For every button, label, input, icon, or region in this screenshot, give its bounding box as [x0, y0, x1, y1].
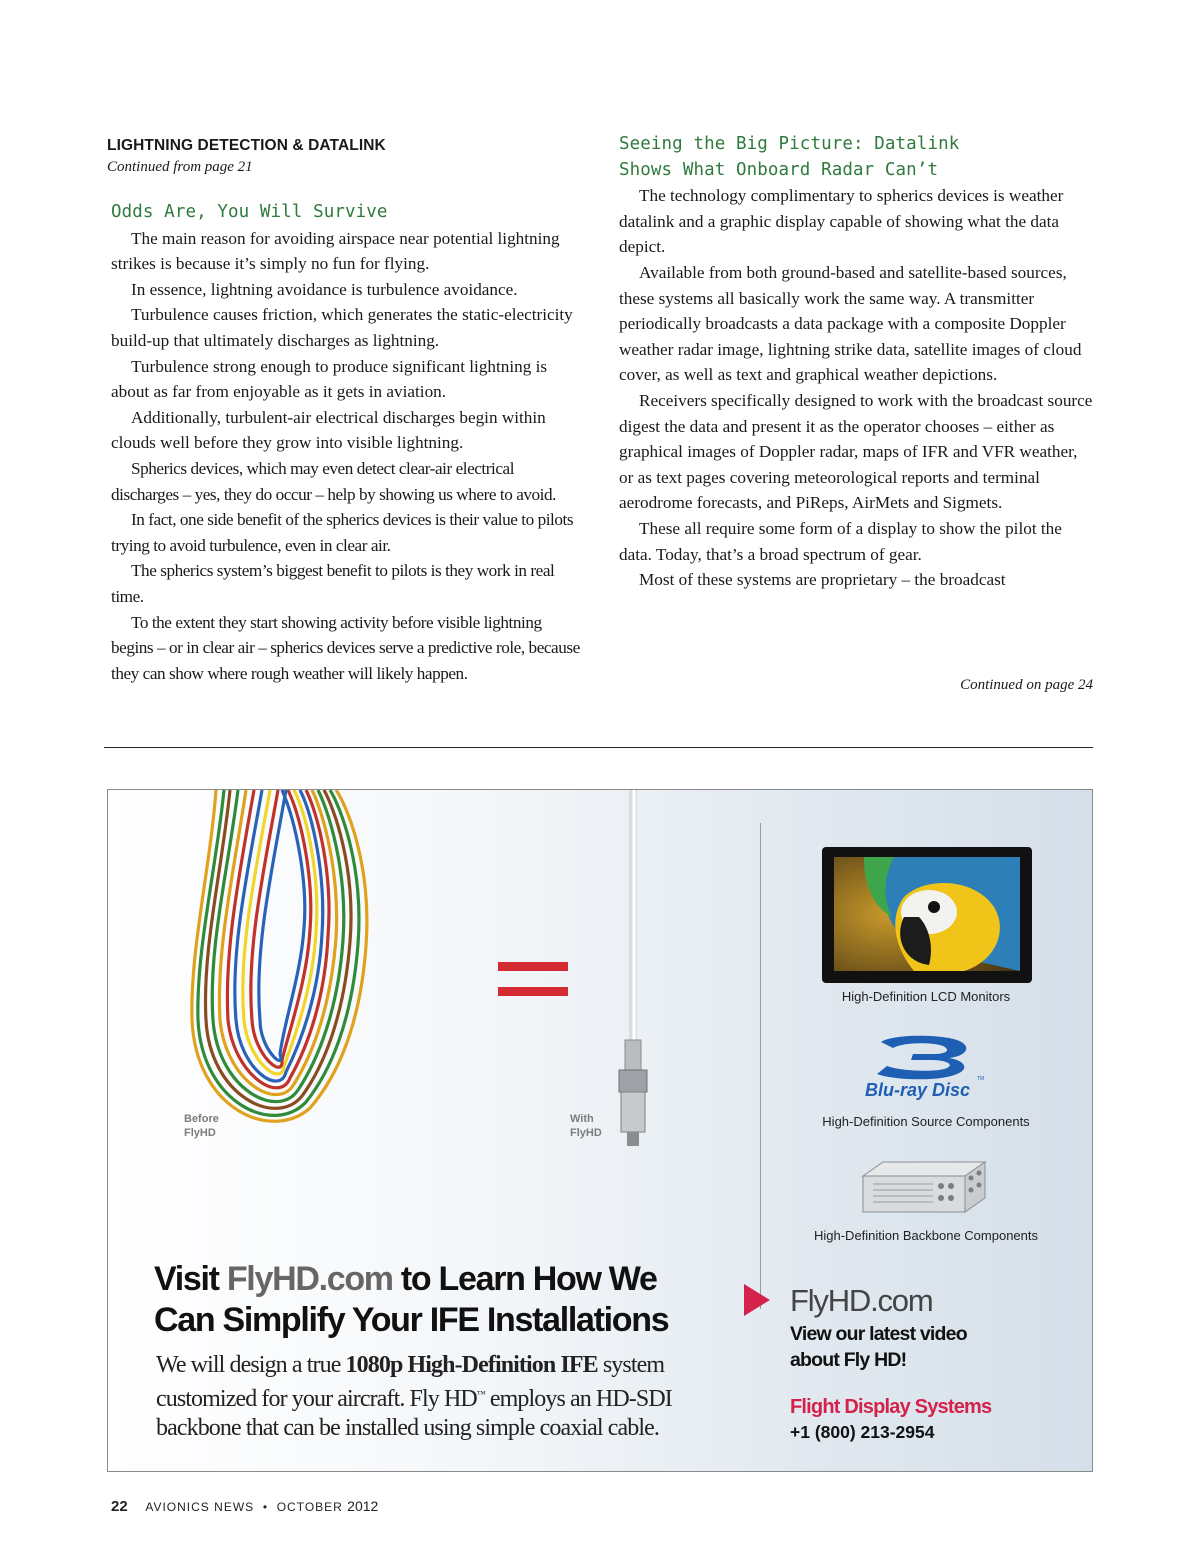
- paragraph: These all require some form of a display to show the pilot the data. Today, that’s a broad spectrum of gear.: [619, 518, 1062, 564]
- right-subhead-line-1: Seeing the Big Picture: Datalink: [619, 134, 960, 154]
- paragraph: The technology complimentary to spherics devices is weather datalink and a graphic display capable of showing what the data depict.: [619, 186, 1064, 257]
- paragraph: Turbulence causes friction, which generates the static-electricity build-up that ultimately discharges as lightning.: [111, 305, 573, 350]
- left-column: [107, 132, 585, 686]
- section-divider: [104, 747, 1093, 748]
- source-components-caption: High-Definition Source Components: [822, 1114, 1030, 1129]
- paragraph: In fact, one side benefit of the spherics devices is their value to pilots trying to avoid turbulence, even in clear air.: [111, 510, 574, 555]
- ad-headline: Visit FlyHD.com to Learn How We Can Simplify Your IFE Installations: [154, 1260, 669, 1339]
- paragraph: Additionally, turbulent-air electrical discharges begin within clouds well before they grow into visible lightning.: [111, 407, 546, 453]
- publication-name: AVIONICS NEWS: [145, 1500, 255, 1514]
- blu-ray-disc-logo: [853, 1030, 993, 1102]
- paragraph: The spherics system’s biggest benefit to pilots is they work in real time.: [111, 561, 555, 606]
- page-footer: [111, 1498, 378, 1515]
- paragraph: Receivers specifically designed to work with the broadcast source digest the data and present it as the operator chooses – either as graphical images of Doppler radar, maps of IFR and VFR weather, or as text pages covering meteorological reports and terminal aerodrome forecasts, and PiReps, AirMets and Sigmets.: [619, 390, 1093, 513]
- issue-month: OCTOBER: [276, 1500, 343, 1514]
- paragraph: Spherics devices, which may even detect clear-air electrical discharges – yes, they do occur – help by showing us where to avoid.: [111, 458, 556, 504]
- footer-bullet: •: [262, 1500, 269, 1514]
- page-number: 22: [111, 1498, 128, 1515]
- phone-number[interactable]: +1 (800) 213-2954: [790, 1422, 935, 1442]
- backbone-component-image: [853, 1154, 993, 1218]
- play-arrow-icon: [740, 1280, 774, 1320]
- paragraph: Turbulence strong enough to produce significant lightning is about as far from enjoyable as it gets in aviation.: [111, 356, 548, 402]
- paragraph: Most of these systems are proprietary – the broadcast: [639, 570, 1006, 590]
- flyhd-url-link[interactable]: FlyHD.com: [790, 1283, 933, 1318]
- continued-on: Continued on page 24: [960, 677, 1093, 693]
- continued-from: Continued from page 21: [107, 159, 253, 175]
- right-subhead-line-2: Shows What Onboard Radar Can’t: [619, 159, 939, 180]
- flyhd-advertisement[interactable]: [107, 789, 1093, 1472]
- coaxial-cable-image: [603, 790, 663, 1150]
- headline-site-link[interactable]: FlyHD.com: [226, 1260, 393, 1298]
- company-name: Flight Display Systems: [790, 1396, 992, 1418]
- tangled-wires-image: [168, 790, 408, 1150]
- monitors-caption: High-Definition LCD Monitors: [841, 989, 1011, 1004]
- section-kicker: LIGHTNING DETECTION & DATALINK: [107, 137, 386, 154]
- ad-body-copy: We will design a true 1080p High-Definition IFE system customized for your aircraft. Fly HD™ employs an HD-SDI backbone that can be installed using simple coaxial cable.: [156, 1352, 672, 1441]
- with-flyhd-caption: With FlyHD: [570, 1113, 602, 1139]
- left-subhead: Odds Are, You Will Survive: [111, 202, 388, 222]
- paragraph: To the extent they start showing activity before visible lightning begins – or in clear air – spherics devices serve a predictive role, because they can show where rough weather will likely happen.: [111, 612, 580, 683]
- paragraph: The main reason for avoiding airspace near potential lightning strikes is because it’s simply no fun for flying.: [111, 228, 560, 274]
- svg-text:Blu-ray Disc: Blu-ray Disc: [865, 1080, 971, 1100]
- paragraph: Available from both ground-based and satellite-based sources, these systems all basically work the same way. A transmitter periodically broadcasts a data package with a composite Doppler weather radar image, lightning strike data, satellite images of cloud cover, as well as text and graphical weather depictions.: [619, 262, 1082, 385]
- video-link[interactable]: View our latest video about Fly HD!: [790, 1323, 967, 1371]
- svg-text:TM: TM: [977, 1076, 985, 1082]
- parrot-image: [834, 857, 1020, 971]
- before-flyhd-caption: Before FlyHD: [184, 1113, 219, 1139]
- right-column: [619, 132, 1093, 593]
- paragraph: In essence, lightning avoidance is turbulence avoidance.: [131, 279, 518, 299]
- backbone-components-caption: High-Definition Backbone Components: [813, 1228, 1038, 1243]
- lcd-monitor-image: [822, 847, 1032, 983]
- issue-year: 2012: [347, 1498, 379, 1514]
- ad-column-divider: [760, 823, 761, 1309]
